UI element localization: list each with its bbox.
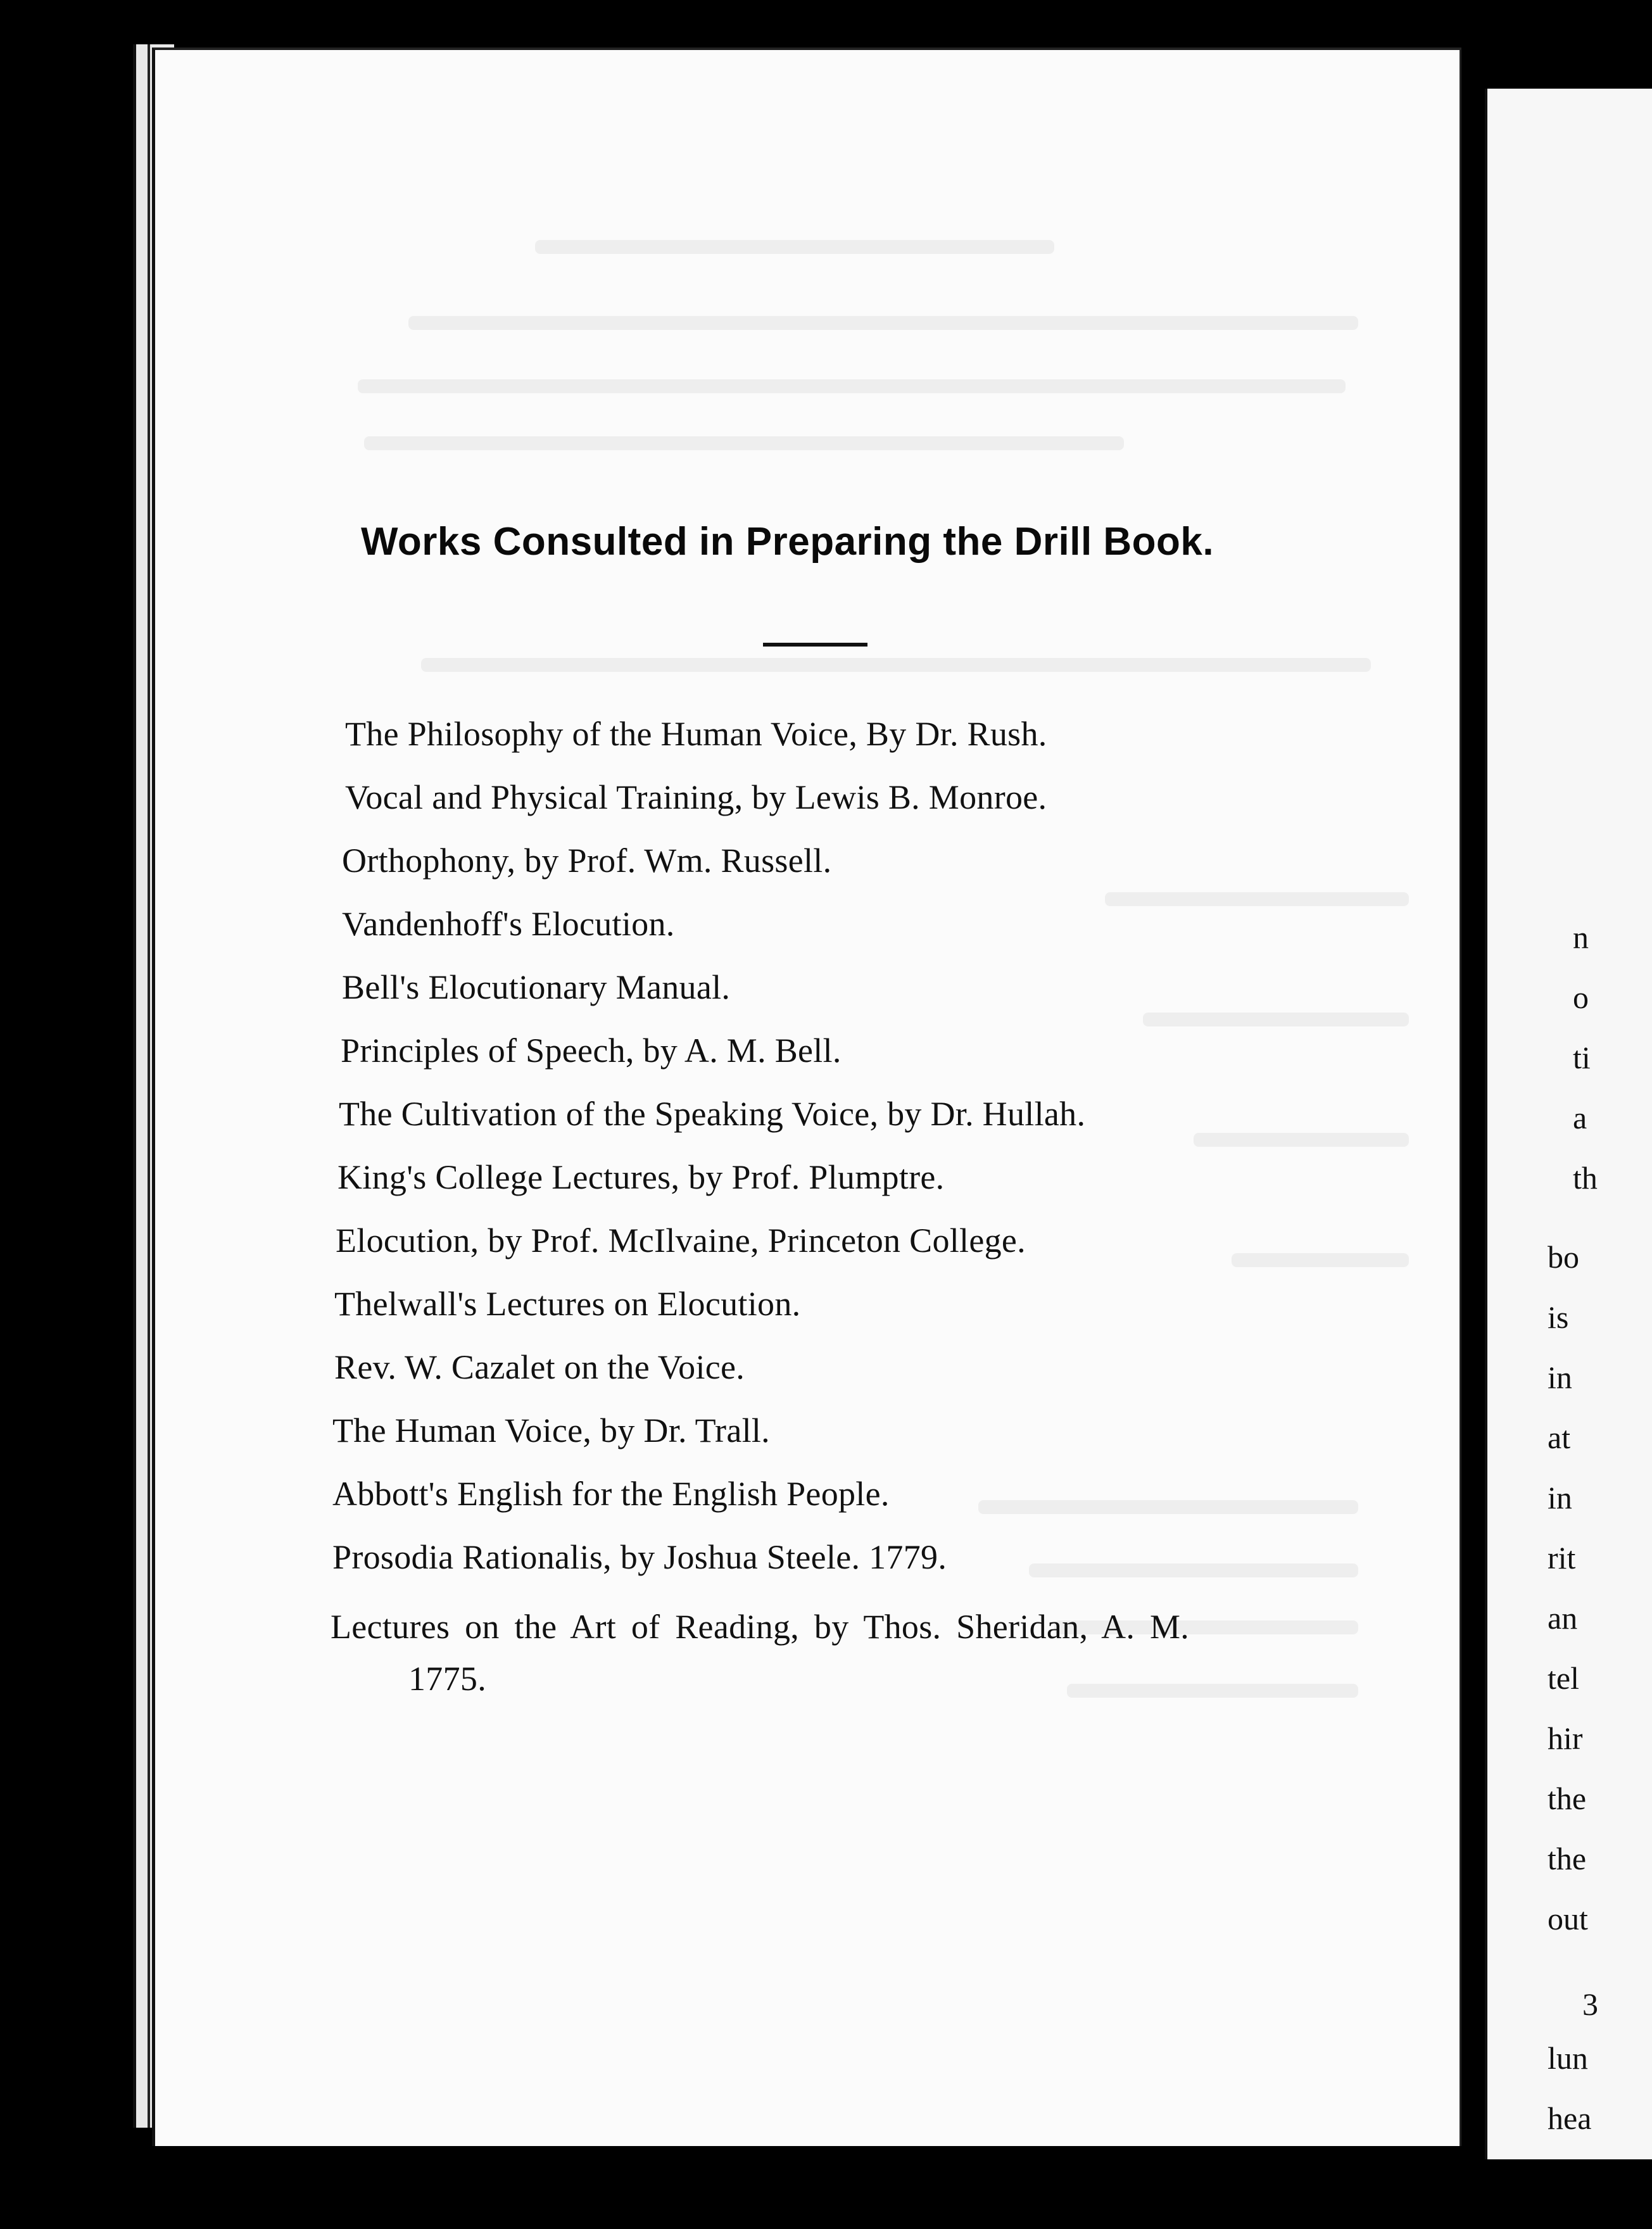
facing-page-fragment: is bbox=[1548, 1299, 1569, 1335]
facing-page-fragment: bo bbox=[1548, 1239, 1579, 1275]
bleed-through-line bbox=[421, 658, 1371, 672]
bleed-through-line bbox=[1232, 1253, 1409, 1267]
work-entry: Rev. W. Cazalet on the Voice. bbox=[334, 1348, 745, 1386]
work-entry: The Cultivation of the Speaking Voice, by Dr. Hullah. bbox=[339, 1095, 1086, 1133]
work-entry: Vandenhoff's Elocution. bbox=[342, 905, 675, 943]
bleed-through-line bbox=[1105, 892, 1409, 906]
facing-page-fragment: ti bbox=[1573, 1040, 1591, 1075]
work-entry: King's College Lectures, by Prof. Plumptre. bbox=[337, 1158, 945, 1196]
bleed-through-line bbox=[408, 316, 1358, 330]
heading-rule bbox=[763, 643, 867, 647]
facing-page-fragment: o bbox=[1573, 980, 1589, 1015]
work-entry: Bell's Elocutionary Manual. bbox=[342, 968, 731, 1006]
facing-page-fragment: a bbox=[1573, 1100, 1587, 1135]
bleed-through-line bbox=[1067, 1684, 1358, 1698]
facing-page-fragment: in bbox=[1548, 1480, 1572, 1515]
facing-page-edge bbox=[1485, 89, 1652, 2159]
facing-page-fragment: out bbox=[1548, 1901, 1588, 1936]
bleed-through-line bbox=[535, 240, 1054, 254]
work-entry: Prosodia Rationalis, by Joshua Steele. 1779. bbox=[332, 1538, 947, 1576]
bleed-through-line bbox=[1194, 1133, 1409, 1147]
work-entry: Vocal and Physical Training, by Lewis B. Monroe. bbox=[345, 778, 1047, 816]
facing-page-fragment: at bbox=[1548, 1420, 1571, 1455]
work-entry: Abbott's English for the English People. bbox=[332, 1475, 890, 1513]
work-entry: Orthophony, by Prof. Wm. Russell. bbox=[342, 842, 832, 880]
work-entry: Elocution, by Prof. McIlvaine, Princeton College. bbox=[336, 1222, 1026, 1260]
page-heading: Works Consulted in Preparing the Drill Book. bbox=[361, 520, 1214, 564]
bleed-through-line bbox=[358, 379, 1346, 393]
facing-page-fragment: hir bbox=[1548, 1721, 1583, 1756]
facing-page-fragment: lun bbox=[1548, 2040, 1588, 2076]
bleed-through-line bbox=[364, 436, 1124, 450]
work-entry: Thelwall's Lectures on Elocution. bbox=[334, 1285, 801, 1323]
work-entry: Lectures on the Art of Reading, by Thos. Sheridan, A. M. bbox=[331, 1608, 1190, 1646]
facing-page-fragment: th bbox=[1573, 1160, 1598, 1196]
facing-page-fragment: an bbox=[1548, 1600, 1578, 1636]
work-entry: The Human Voice, by Dr. Trall. bbox=[332, 1411, 770, 1449]
work-entry: Principles of Speech, by A. M. Bell. bbox=[341, 1032, 842, 1070]
bleed-through-line bbox=[978, 1500, 1358, 1514]
facing-page-fragment: the bbox=[1548, 1781, 1587, 1816]
facing-page-fragment: tel bbox=[1548, 1660, 1579, 1696]
facing-page-fragment: 3 bbox=[1582, 1986, 1598, 2022]
bleed-through-line bbox=[1029, 1563, 1358, 1577]
facing-page-fragment: the bbox=[1548, 1841, 1587, 1876]
facing-page-fragment: in bbox=[1548, 1360, 1572, 1395]
bleed-through-line bbox=[1143, 1013, 1409, 1026]
facing-page-fragment: hea bbox=[1548, 2100, 1592, 2136]
work-entry-continuation: 1775. bbox=[408, 1660, 486, 1698]
work-entry: The Philosophy of the Human Voice, By Dr. Rush. bbox=[345, 715, 1047, 753]
facing-page-fragment: n bbox=[1573, 919, 1589, 955]
facing-page-fragment: rit bbox=[1548, 1540, 1576, 1575]
